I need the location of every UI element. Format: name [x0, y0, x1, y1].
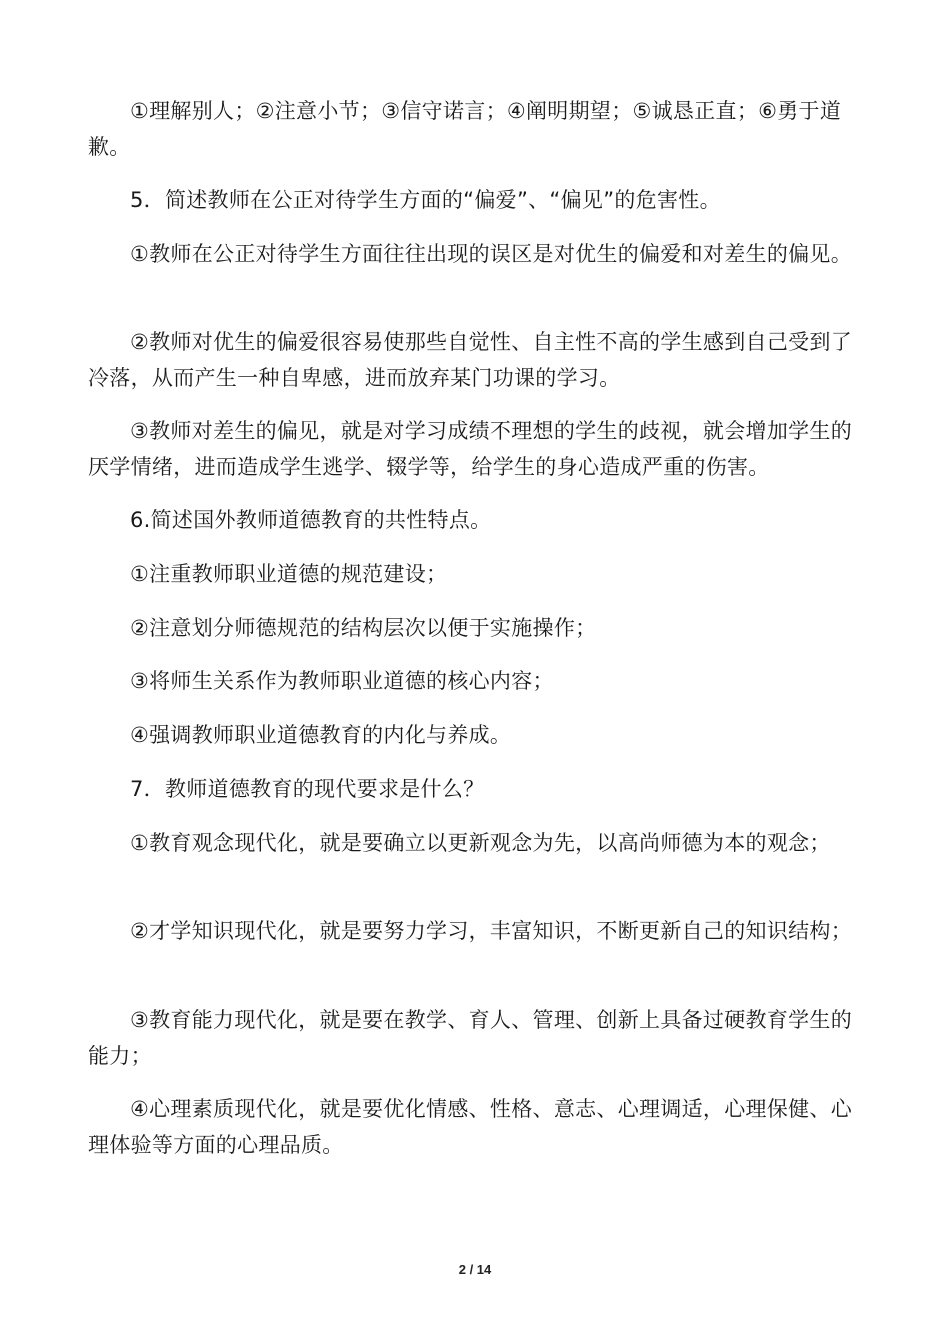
paragraph-q5-point-1: ①教师在公正对待学生方面往往出现的误区是对优生的偏爱和对差生的偏见。: [130, 242, 853, 266]
question-5-heading: 5．简述教师在公正对待学生方面的“偏爱”、“偏见”的危害性。: [130, 188, 721, 212]
paragraph-q7-point-3: ③教育能力现代化，就是要在教学、育人、管理、创新上具备过硬教育学生的能力；: [88, 1008, 853, 1068]
paragraph-q6-point-4: ④强调教师职业道德教育的内化与养成。: [130, 723, 512, 747]
paragraph-q6-point-1: ①注重教师职业道德的规范建设；: [130, 562, 448, 586]
question-7-heading: 7．教师道德教育的现代要求是什么？: [130, 777, 485, 801]
paragraph-q5-point-3: ③教师对差生的偏见，就是对学习成绩不理想的学生的歧视，就会增加学生的厌学情绪，进而造成学生逃学、辍学等，给学生的身心造成严重的伤害。: [88, 419, 853, 479]
paragraph-q7-point-2: ②才学知识现代化，就是要努力学习，丰富知识，不断更新自己的知识结构；: [130, 919, 853, 943]
page-number: 2 / 14: [458, 1262, 492, 1277]
paragraph-q7-point-4: ④心理素质现代化，就是要优化情感、性格、意志、心理调适，心理保健、心理体验等方面的心理品质。: [88, 1097, 853, 1157]
paragraph-q6-point-3: ③将师生关系作为教师职业道德的核心内容；: [130, 669, 554, 693]
question-6-heading: 6.简述国外教师道德教育的共性特点。: [130, 508, 492, 532]
paragraph-q7-point-1: ①教育观念现代化，就是要确立以更新观念为先，以高尚师德为本的观念；: [130, 831, 831, 855]
paragraph-q6-point-2: ②注意划分师德规范的结构层次以便于实施操作；: [130, 616, 597, 640]
paragraph-trust-tips: ①理解别人；②注意小节；③信守诺言；④阐明期望；⑤诚恳正直；⑥勇于道歉。: [88, 99, 842, 159]
paragraph-q5-point-2: ②教师对优生的偏爱很容易使那些自觉性、自主性不高的学生感到自己受到了冷落，从而产生一种自卑感，进而放弃某门功课的学习。: [88, 330, 853, 390]
